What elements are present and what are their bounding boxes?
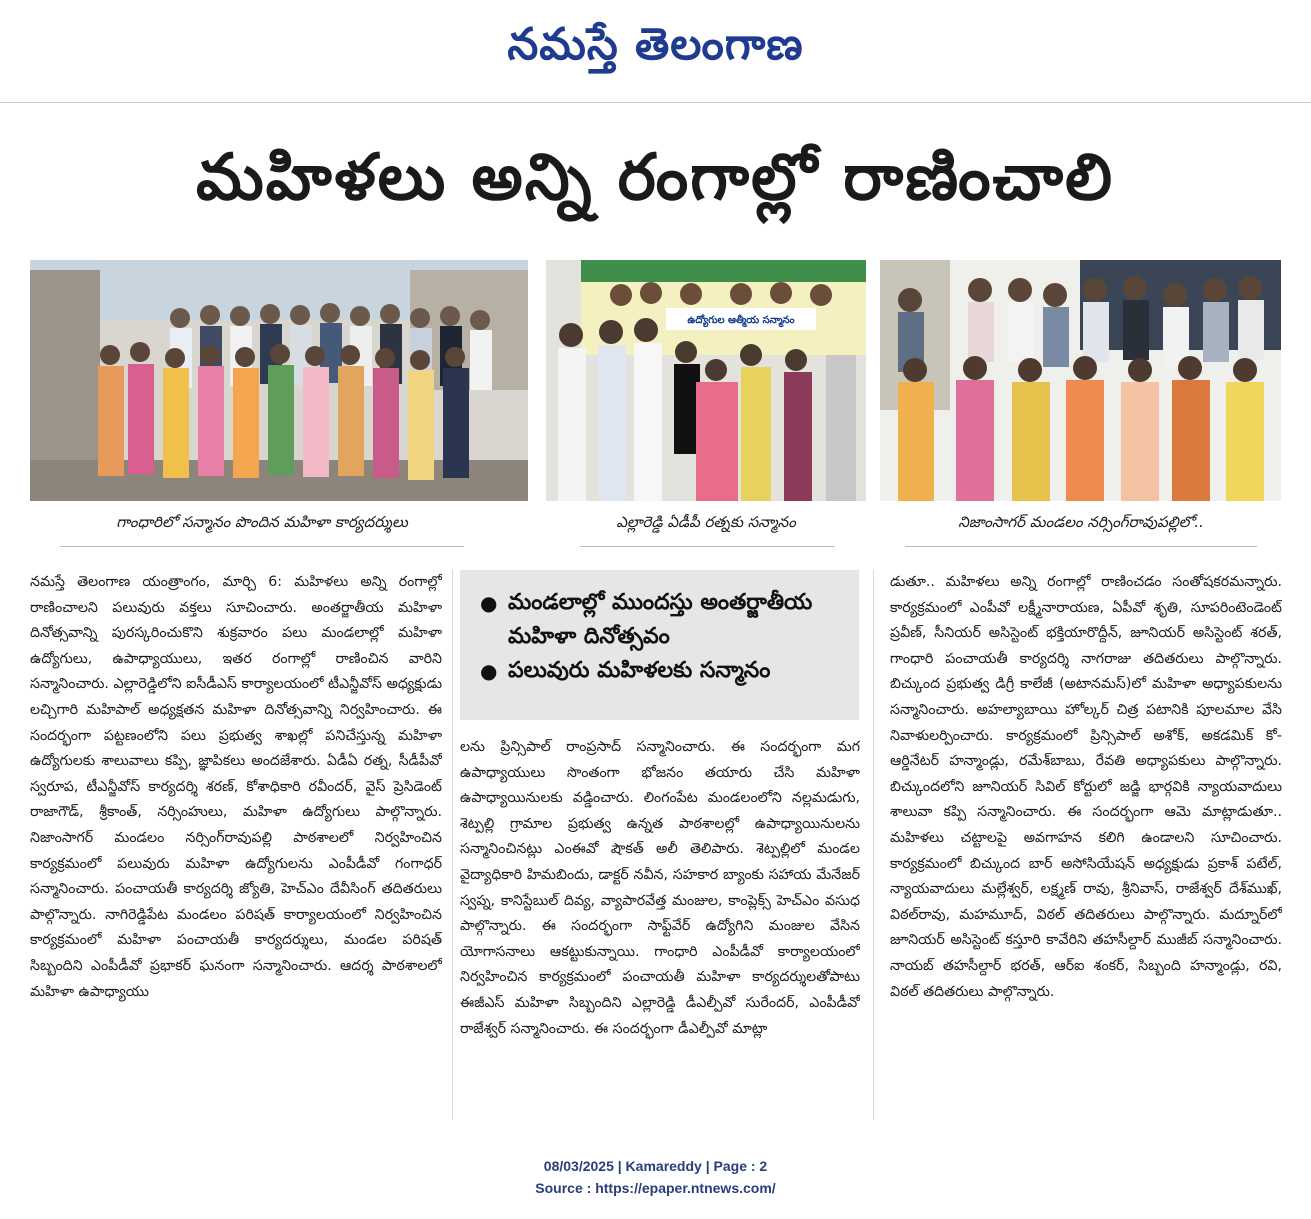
caption-underline [580,546,835,547]
banner-text: ఉద్యోగుల ఆత్మీయ సన్మానం [687,315,795,326]
source-link[interactable]: Source : https://epaper.ntnews.com/ [535,1180,776,1196]
column-divider [452,570,453,1120]
bullet-icon: ● [480,591,498,615]
column-divider [873,570,874,1120]
masthead-divider [0,102,1311,103]
highlight-text: పలువురు మహిళలకు సన్మానం [508,658,771,683]
article-column-1 [30,570,442,1120]
article-text: లను ప్రిన్సిపాల్ రాంప్రసాద్ సన్మానించారు. ఈ సందర్భంగా మగ ఉపాధ్యాయులు సొంతంగా భోజనం తయారు చేసి మహిళా ఉపాధ్యాయినులకు వడ్డించారు. లింగంపేట మండలంలోని నల్లమడుగు, శెట్పల్లి గ్రామాల ప్రభుత్వ ఉన్నత పాఠశాలల్లో ఉపాధ్యాయినులను సన్మానించినట్లు ఎంఈవో షౌకత్ అలీ తెలిపారు. శెట్పల్లిలో మండల వైద్యాధికారి హిమబిందు, డాక్టర్ నవీన, సహకార బ్యాంకు సహాయ మేనేజర్ స్వప్న, కానిస్టేబుల్ దివ్య, వ్యాపారవేత్త మంజుల, కాంప్లెక్స్ హెచ్‌ఎం వసుధ పాల్గొన్నారు. ఈ సందర్భంగా సాఫ్ట్‌వేర్ ఉద్యోగిని మంజుల వేసిన యోగాసనాలు ఆకట్టుకున్నాయి. గాంధారి ఎంపీడీవో కార్యాలయంలో నిర్వహించిన కార్యక్రమంలో పంచాయతీ మహిళా కార్యదర్శులతోపాటు ఈజీఎస్ మహిళా సిబ్బందిని ఎల్లారెడ్డి డీఎల్పీవో సురేందర్, ఎంపీడీవో రాజేశ్వర్ సన్మానించారు. ఈ సందర్భంగా డీఎల్పీవో మాట్లా [460,739,860,1037]
caption-underline [905,546,1257,547]
photo-yellareddy [546,260,866,501]
highlight-box [460,570,859,720]
article-text: డుతూ.. మహిళలు అన్ని రంగాల్లో రాణించడం సంతోషకరమన్నారు. కార్యక్రమంలో ఎంపీవో లక్ష్మీనారాయణ, ఏపీవో శృతి, సూపరింటెండెంట్ ప్రవీణ్, సీనియర్ అసిస్టెంట్ భక్తియారొద్దీన్, జూనియర్ అసిస్టెంట్ శరత్, గాంధారి పంచాయతీ కార్యదర్శి నాగరాజు తదితరులు పాల్గొన్నారు. బిచ్కుంద ప్రభుత్వ డిగ్రీ కాలేజీ (అటానమస్)లో మహిళా అధ్యాపకులను సన్మానించారు. అహల్యాబాయి హోల్కర్ చిత్ర పటానికి పూలమాల వేసి నివాళులర్పించారు. కార్యక్రమంలో ప్రిన్సిపాల్ అశోక్, అకడమిక్ కో-ఆర్డినేటర్ హన్మాండ్లు, రమేశ్‌బాబు, రేవతి అధ్యాపకులు పాల్గొన్నారు. బిచ్కుందలోని జూనియర్ సివిల్ కోర్టులో జడ్జి భార్గవికి న్యాయవాదులు శాలువా కప్పి సన్మానించారు. ఈ సందర్భంగా ఆమె మాట్లాడుతూ.. మహిళలు చట్టాలపై అవగాహన కలిగి ఉండాలని సూచించారు. కార్యక్రమంలో బిచ్కుంద బార్ అసోసియేషన్ అధ్యక్షుడు ప్రకాశ్ పటేల్, న్యాయవాదులు మల్లేశ్వర్, లక్ష్మణ్ రావు, శ్రీనివాస్, రాజేశ్వర్ దేశ్‌ముఖ్, విఠల్‌రావు, మహమూద్, విఠల్ తదితరులు పాల్గొన్నారు. మద్నూర్‌లో జూనియర్ అసిస్టెంట్ కస్తూరి కావేరిని తహసీల్దార్ ముజీబ్ సన్మానించారు. నాయబ్ తహసీల్దార్ భరత్, ఆర్‌ఐ శంకర్, సిబ్బంది హన్మాండ్లు, రవి, విఠల్ తదితరులు పాల్గొన్నారు. [890,574,1282,1000]
bullet-icon: ● [480,659,498,683]
masthead [0,0,1311,100]
article-column-2 [460,735,860,1125]
newspaper-logo: నమస్తే తెలంగాణ [507,19,804,70]
photo-caption: నిజాంసాగర్ మండలం నర్సింగ్‌రావుపల్లిలో.. [958,513,1204,531]
highlight-text: మండలాల్లో ముందస్తు అంతర్జాతీయ మహిళా దినోత్సవం [508,590,813,649]
photo-gandhari [30,260,528,501]
photo-caption: ఎల్లారెడ్డి ఏడీపీ రత్నకు సన్మానం [616,513,796,531]
highlight-item [480,654,845,688]
photo-caption: గాంధారిలో సన్మానం పొందిన మహిళా కార్యదర్శులు [116,513,408,531]
edition-info: 08/03/2025 | Kamareddy | Page : 2 [543,1158,768,1174]
article-text: నమస్తే తెలంగాణ యంత్రాంగం, మార్చి 6: మహిళలు అన్ని రంగాల్లో రాణించాలని పలువురు వక్తలు సూచించారు. అంతర్జాతీయ మహిళా దినోత్సవాన్ని పురస్కరించుకొని శుక్రవారం పలు మండలాల్లో మహిళా ఉద్యోగులు, ఉపాధ్యాయులు, ఇతర రంగాల్లో రాణించిన వారిని సన్మానించారు. ఎల్లారెడ్డిలోని ఐసీడీఎస్ కార్యాలయంలో టీఎన్జీవోస్ అధ్యక్షుడు లచ్చిగారి మహిపాల్ అధ్యక్షతన మహిళా దినోత్సవాన్ని నిర్వహించారు. ఈ సందర్భంగా పట్టణంలోని పలు ప్రభుత్వ శాఖల్లో పనిచేస్తున్న మహిళా ఉద్యోగులకు శాలువాలు కప్పి, జ్ఞాపికలు అందజేశారు. ఏడీఏ రత్న, సీడీపీవో స్వరూప, టీఎన్జీవోస్ కార్యదర్శి శరణ్, కోశాధికారి రవీందర్, వైస్ ప్రెసిడెంట్ రాజాగౌడ్, శ్రీకాంత్, నర్సింహులు, మహిళా ఉద్యోగులు పాల్గొన్నారు. నిజాంసాగర్ మండలం నర్సింగ్‌రావుపల్లి పాఠశాలలో నిర్వహించిన కార్యక్రమంలో పలువురు మహిళా ఉద్యోగులను ఎంపీడీవో గంగాధర్ సన్మానించారు. పంచాయతీ కార్యదర్శి జ్యోతి, హెచ్‌ఎం దేవీసింగ్ తదితరులు పాల్గొన్నారు. నాగిరెడ్డిపేట మండలం పరిషత్ కార్యాలయంలో నిర్వహించిన కార్యక్రమంలో మహిళా పంచాయతీ కార్యదర్శులు, మండల పరిషత్ సిబ్బందిని ఎంపీడీవో ప్రభాకర్ ఘనంగా సన్మానించారు. ఆదర్శ పాఠశాలలో మహిళా ఉపాధ్యాయు [30,574,442,1000]
article-column-3 [890,570,1282,1120]
article-headline: మహిళలు అన్ని రంగాల్లో రాణించాలి [195,140,1115,215]
highlight-item [480,586,845,654]
photo-nizamsagar [880,260,1281,501]
caption-underline [60,546,464,547]
